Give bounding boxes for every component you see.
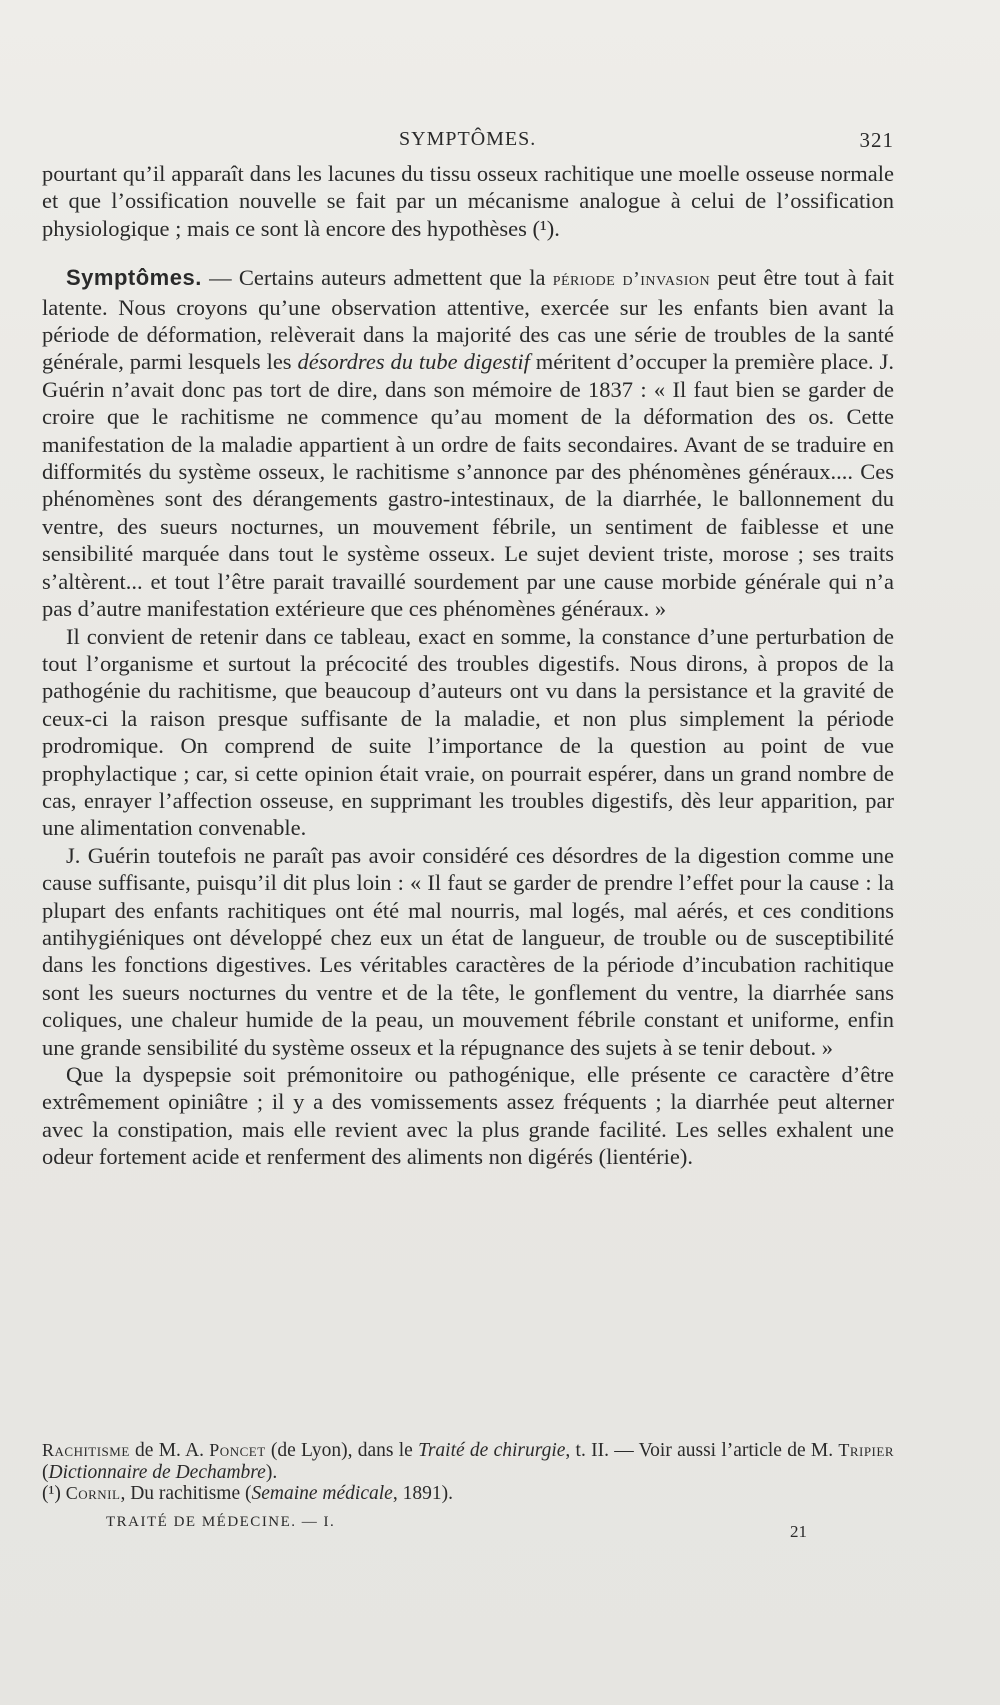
- fn-text-b: (de Lyon), dans le: [265, 1440, 419, 1461]
- running-title: SYMPTÔMES.: [399, 128, 537, 150]
- paragraph-symptomes: [42, 264, 894, 622]
- fn-poncet: Poncet: [209, 1440, 266, 1460]
- footnote-1: [42, 1483, 894, 1505]
- fn-traite-chirurgie: Traité de chirurgie: [418, 1440, 566, 1461]
- body-text: [42, 160, 894, 1171]
- footer-book-title: TRAITÉ DE MÉDECINE. — I.: [106, 1514, 336, 1530]
- term-periode-invasion: période d’invasion: [552, 268, 711, 291]
- paragraph-5: Que la dyspepsie soit prémonitoire ou pathogénique, elle présente ce caractère d’être extrêmement opiniâtre ; il y a des vomissements assez fréquents ; la diarrhée peut alterner avec la constipation, mais elle revient avec la plus grande facilité. Les selles exhalent une odeur fortement acide et renferment des aliments non digérés (lientérie).: [42, 1062, 894, 1170]
- paragraph-2-text-a: peut être tout à fait latente. Nous croyons qu’une observation attentive, exercée sur les enfants bien avant la période de déformation, relèverait dans la majorité des cas une série de troubles de la santé générale, parmi lesquels les: [42, 265, 894, 375]
- footnote-ref: (¹).: [532, 215, 560, 241]
- footnote-bibliography: [42, 1440, 894, 1483]
- fn-text-d: (: [42, 1461, 49, 1483]
- fn-text-c: , t. II. — Voir aussi l’article de M.: [565, 1440, 839, 1461]
- fn-mark: (¹): [42, 1483, 66, 1504]
- paragraph-3: Il convient de retenir dans ce tableau, exact en somme, la constance d’une perturbation de tout l’organisme et surtout la précocité des troubles digestifs. Nous dirons, à propos de la pathogénie du rachitisme, que beaucoup d’auteurs ont vu dans la persistance et la gravité de ceux-ci la raison presque suffisante de la maladie, et non plus simplement la période prodromique. On comprend de suite l’importance de la question au point de vue prophylactique ; car, si cette opinion était vraie, on pourrait espérer, dans un grand nombre de cas, enrayer l’affection osseuse, en supprimant les troubles digestifs, dès leur apparition, par une alimentation convenable.: [42, 623, 894, 841]
- page-number: 321: [859, 128, 894, 152]
- signature-mark: 21: [790, 1522, 807, 1541]
- paragraph-4: J. Guérin toutefois ne paraît pas avoir considéré ces désordres de la digestion comme une cause suffisante, puisqu’il dit plus loin : « Il faut se garder de prendre l’effet pour la cause : la plupart des enfants rachitiques ont été mal nourris, mal logés, mal aérés, et ces conditions antihygiéniques ont développé chez eux un état de langueur, de trouble ou de susceptibilité dans les fonctions digestives. Les véritables caractères de la période d’incubation rachitique sont les sueurs nocturnes du ventre et de la tête, le gonflement du ventre, la diarrhée sans coliques, une chaleur humide de la peau, un mouvement fébrile constant et uniforme, enfin une grande sensibilité du système osseux et la répugnance des sujets à se tenir debout. »: [42, 842, 894, 1060]
- fn2-text-a: , Du rachitisme (: [120, 1483, 252, 1504]
- paragraph-1-text: pourtant qu’il apparaît dans les lacunes du tissu osseux rachitique une moelle osseuse normale et que l’ossification nouvelle se fait par un mécanisme analogue à celui de l’ossification physiologique ; mais ce sont là encore des hypothèses: [42, 161, 894, 241]
- fn-cornil: Cornil: [65, 1483, 121, 1503]
- paragraph-1: [42, 160, 894, 242]
- footnotes: [42, 1440, 894, 1505]
- fn2-text-b: , 1891).: [392, 1483, 453, 1504]
- fn-rachitisme: Rachitisme: [42, 1440, 130, 1460]
- fn-tripier: Tripier: [838, 1440, 894, 1460]
- section-heading: Symptômes.: [66, 265, 202, 291]
- paragraph-2-text-b: méritent d’occuper la première place. J. Guérin n’avait donc pas tort de dire, dans son mémoire de 1837 : « Il faut bien se garder de croire que le rachitisme ne commence qu’au moment de la déformation des os. Cette manifestation de la maladie appartient à un ordre de faits secondaires. Avant de se traduire en difformités du système osseux, le rachitisme s’annonce par des phénomènes généraux.... Ces phénomènes sont des dérangements gastro-intestinaux, de la diarrhée, le ballonnement du ventre, des sueurs nocturnes, un mouvement fébrile, un sentiment de faiblesse et une sensibilité marquée dans tout le système osseux. Le sujet devient triste, morose ; ses traits s’altèrent... et tout l’être parait travaillé sourdement par une cause morbide générale qui n’a pas d’autre manifestation extérieure que ces phénomènes généraux. »: [42, 349, 894, 622]
- running-head: [44, 128, 894, 156]
- fn-dictionnaire: Dictionnaire de Dechambre: [48, 1461, 266, 1483]
- paragraph-2-lead: — Certains auteurs admettent que la: [201, 265, 553, 291]
- fn-text-e: ).: [265, 1461, 278, 1483]
- fn-text-a: de M. A.: [129, 1440, 210, 1461]
- italic-phrase: désordres du tube digestif: [297, 349, 530, 375]
- fn-semaine-medicale: Semaine médicale: [251, 1483, 393, 1504]
